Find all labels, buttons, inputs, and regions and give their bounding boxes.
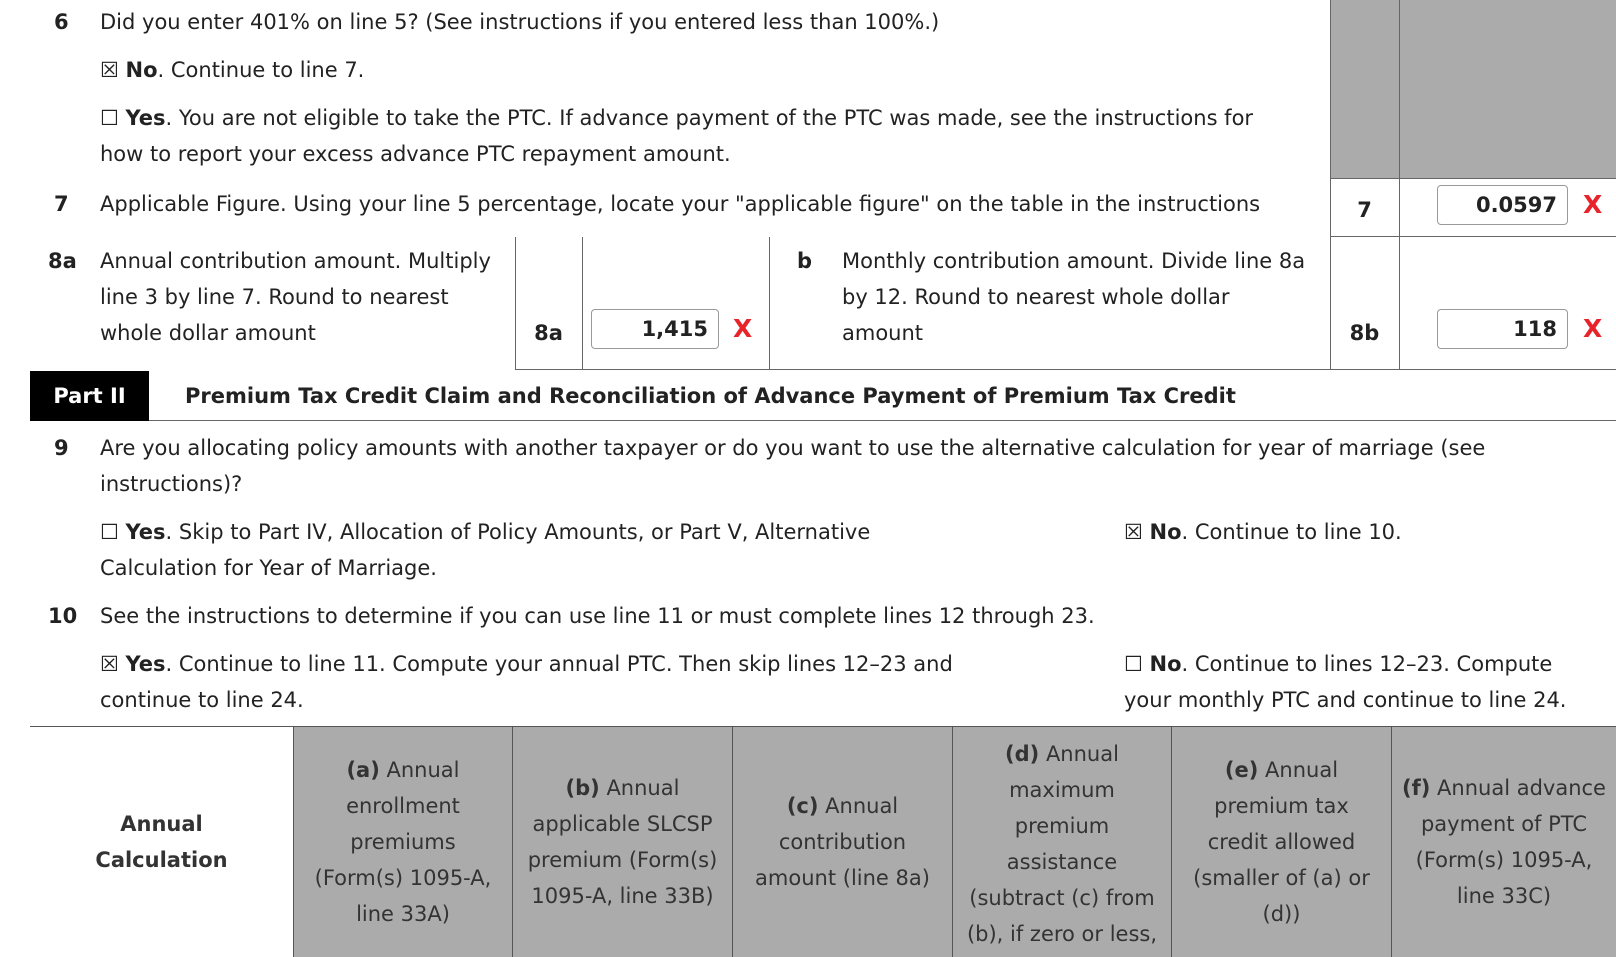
line-8a-text-1: Annual contribution amount. Multiply: [100, 249, 491, 273]
annual-calculation-label: [30, 727, 293, 957]
part-2-tag: Part II: [30, 371, 149, 421]
line-8a-text: [100, 243, 491, 351]
line-10-number: 10: [48, 604, 78, 628]
column-header-text: (d)): [1262, 902, 1301, 926]
line-7-number: 7: [54, 192, 69, 216]
checkbox-unchecked-icon[interactable]: ☐: [100, 520, 119, 544]
yes-text-continued: Calculation for Year of Marriage.: [100, 556, 437, 580]
grid-line: [1399, 0, 1400, 370]
no-label: No: [1149, 520, 1182, 544]
checkbox-checked-icon[interactable]: ☒: [100, 652, 119, 676]
yes-label: Yes: [125, 652, 166, 676]
error-x-icon: X: [733, 314, 753, 343]
column-header-text: Annual: [818, 794, 899, 818]
shaded-cell-value-col: [1400, 0, 1616, 178]
column-header-text: Annual: [599, 776, 680, 800]
line-9-text-1: Are you allocating policy amounts with another taxpayer or do you want to use the alternative calculation for year of marriage (see: [100, 436, 1486, 460]
line-6-question: Did you enter 401% on line 5? (See instructions if you entered less than 100%.): [100, 10, 940, 34]
line-6-yes-option: [100, 100, 1330, 172]
column-header-text: Annual advance: [1430, 776, 1606, 800]
line-9-text-2: instructions)?: [100, 472, 243, 496]
line-9-text: [100, 430, 1485, 502]
column-header-text: Annual: [1039, 742, 1119, 766]
line-8b-text-3: amount: [842, 321, 924, 345]
no-label: No: [125, 58, 158, 82]
column-header-text: contribution: [778, 830, 907, 854]
no-text: . Continue to lines 12–23. Compute: [1181, 652, 1553, 676]
column-header-text: 1095-A, line 33B): [531, 884, 714, 908]
column-letter: (b): [565, 776, 600, 800]
grid-line: [1330, 236, 1616, 237]
line-9-yes-option: [100, 514, 870, 586]
line-8a-text-3: whole dollar amount: [100, 321, 316, 345]
column-header-d: [952, 727, 1171, 957]
yes-text: . You are not eligible to take the PTC. If advance payment of the PTC was made, see the instructions for: [165, 106, 1254, 130]
column-letter: (d): [1005, 742, 1040, 766]
yes-label: Yes: [125, 520, 166, 544]
row-label-2: Calculation: [95, 848, 228, 872]
line-8b-input[interactable]: 118: [1437, 309, 1568, 349]
grid-line: [149, 420, 1616, 421]
checkbox-unchecked-icon[interactable]: ☐: [100, 106, 119, 130]
column-letter: (e): [1224, 758, 1259, 782]
line-8b-number: b: [797, 249, 813, 273]
line-8a-number: 8a: [48, 249, 77, 273]
column-header-text: Annual: [1258, 758, 1339, 782]
grid-line: [769, 237, 770, 370]
no-label: No: [1149, 652, 1182, 676]
yes-text: . Continue to line 11. Compute your annual PTC. Then skip lines 12–23 and: [165, 652, 953, 676]
column-header-text: maximum: [1009, 778, 1115, 802]
column-header-text: payment of PTC: [1420, 812, 1588, 836]
column-header-e: [1171, 727, 1391, 957]
column-header-a: [293, 727, 512, 957]
column-header-text: premium (Form(s): [527, 848, 718, 872]
no-text: . Continue to line 10.: [1181, 520, 1402, 544]
line-8a-text-2: line 3 by line 7. Round to nearest: [100, 285, 449, 309]
error-x-icon: X: [1583, 190, 1603, 219]
column-header-text: Annual: [379, 758, 460, 782]
column-header-text: line 33A): [356, 902, 450, 926]
checkbox-checked-icon[interactable]: ☒: [1124, 520, 1143, 544]
column-letter: (c): [786, 794, 819, 818]
line-8b-label: 8b: [1349, 321, 1380, 345]
column-header-text: enrollment: [346, 794, 460, 818]
line-7-text: Applicable Figure. Using your line 5 percentage, locate your "applicable figure" on the table in the instructions: [100, 192, 1261, 216]
shaded-cell-label-col: [1330, 0, 1399, 178]
error-x-icon: X: [1583, 314, 1603, 343]
line-9-number: 9: [54, 436, 69, 460]
checkbox-checked-icon[interactable]: ☒: [100, 58, 119, 82]
yes-label: Yes: [125, 106, 166, 130]
grid-line: [515, 369, 1616, 370]
column-header-c: [732, 727, 952, 957]
no-text-continued: your monthly PTC and continue to line 24.: [1124, 688, 1567, 712]
line-9-no-option: [1124, 514, 1402, 550]
yes-text-continued: continue to line 24.: [100, 688, 304, 712]
column-header-text: premium: [1014, 814, 1110, 838]
line-6-number: 6: [54, 10, 69, 34]
column-header-text: (b), if zero or less,: [966, 922, 1158, 946]
column-header-text: premiums: [350, 830, 456, 854]
column-header-text: (Form(s) 1095-A,: [314, 866, 492, 890]
column-header-text: assistance: [1006, 850, 1118, 874]
grid-line: [582, 237, 583, 370]
line-10-no-option: [1124, 646, 1567, 718]
line-8b-text-1: Monthly contribution amount. Divide line 8a: [842, 249, 1306, 273]
column-letter: (f): [1402, 776, 1431, 800]
column-header-text: (smaller of (a) or: [1193, 866, 1370, 890]
line-6-no-option: [100, 52, 364, 88]
column-header-text: credit allowed: [1207, 830, 1356, 854]
column-header-b: [512, 727, 732, 957]
line-8a-label: 8a: [534, 321, 563, 345]
part-2-title: Premium Tax Credit Claim and Reconciliation of Advance Payment of Premium Tax Credit: [185, 384, 1236, 408]
row-label-1: Annual: [120, 812, 203, 836]
line-8b-text-2: by 12. Round to nearest whole dollar: [842, 285, 1230, 309]
line-7-input[interactable]: 0.0597: [1437, 185, 1568, 225]
column-letter: (a): [346, 758, 380, 782]
column-header-text: applicable SLCSP: [532, 812, 713, 836]
column-header-text: premium tax: [1214, 794, 1349, 818]
line-8b-text: [842, 243, 1305, 351]
column-header-text: amount (line 8a): [755, 866, 930, 890]
yes-text: . Skip to Part IV, Allocation of Policy Amounts, or Part V, Alternative: [165, 520, 871, 544]
no-text: . Continue to line 7.: [157, 58, 365, 82]
column-header-text: (subtract (c) from: [969, 886, 1155, 910]
column-header-text: (Form(s) 1095-A,: [1415, 848, 1593, 872]
line-8a-input[interactable]: 1,415: [591, 309, 719, 349]
yes-text-continued: how to report your excess advance PTC repayment amount.: [100, 142, 731, 166]
line-7-label: 7: [1357, 198, 1372, 222]
checkbox-unchecked-icon[interactable]: ☐: [1124, 652, 1143, 676]
column-header-text: line 33C): [1456, 884, 1552, 908]
column-header-f: [1391, 727, 1616, 957]
line-10-yes-option: [100, 646, 953, 718]
grid-line: [1330, 178, 1616, 179]
line-10-text: See the instructions to determine if you can use line 11 or must complete lines 12 through 23.: [100, 604, 1095, 628]
